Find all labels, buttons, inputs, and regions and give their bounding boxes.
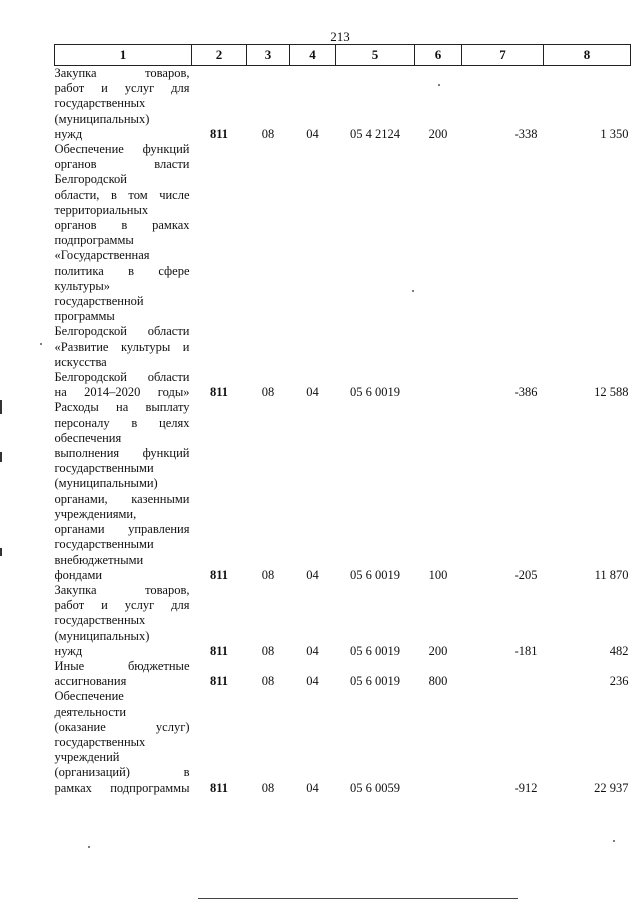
- description-line: государственными: [54, 537, 154, 552]
- cell-expense-type: 200: [428, 643, 448, 658]
- table-row: [55, 689, 631, 795]
- description-line: программы: [54, 309, 115, 324]
- cell-subsection: 04: [306, 385, 319, 400]
- scan-speck: [613, 840, 615, 842]
- header-col-7: 7: [462, 45, 544, 66]
- cell-ministry-code: 811: [209, 674, 229, 689]
- description-line: ассигнования: [54, 674, 127, 689]
- description-line: работ и услуг для: [54, 598, 190, 613]
- description-line: Закупка товаров,: [54, 582, 190, 597]
- cell-amount: 236: [609, 674, 629, 689]
- cell-section: 08: [261, 643, 275, 658]
- description-line: Иные бюджетные: [54, 658, 190, 673]
- description-line: Закупка товаров,: [54, 66, 190, 80]
- cell-amount: 22 937: [594, 780, 629, 795]
- cell-amount: 1 350: [600, 126, 629, 141]
- cell-change: -205: [514, 567, 538, 582]
- description-line: внебюджетными: [54, 552, 144, 567]
- table-row: [55, 583, 631, 659]
- cell-section: 08: [261, 385, 275, 400]
- cell-ministry-code: 811: [209, 567, 229, 582]
- description-line: культуры»: [54, 278, 111, 293]
- description-line: «Развитие культуры и: [54, 339, 190, 354]
- description-line: Белгородской области: [54, 370, 190, 385]
- cell-expense-type: [415, 689, 462, 795]
- row-description: [55, 659, 192, 689]
- description-line: (муниципальных): [54, 111, 150, 126]
- description-line: учреждений: [54, 750, 120, 765]
- scan-speck: [40, 343, 42, 345]
- description-line: Обеспечение: [54, 689, 124, 704]
- cell-amount: 11 870: [594, 567, 629, 582]
- description-line: подпрограммы: [54, 233, 134, 248]
- scan-speck: [88, 846, 90, 848]
- description-line: выполнения функций: [54, 446, 190, 461]
- cell-expense-type: [415, 142, 462, 400]
- margin-mark: [0, 400, 2, 414]
- description-line: политика в сфере: [54, 263, 190, 278]
- description-line: искусства: [54, 354, 107, 369]
- cell-change: -386: [514, 385, 538, 400]
- header-col-5: 5: [336, 45, 415, 66]
- description-line: Расходы на выплату: [54, 400, 190, 415]
- header-col-2: 2: [192, 45, 247, 66]
- bottom-rule: [198, 898, 518, 899]
- scan-speck: [412, 290, 414, 292]
- margin-mark: [0, 548, 2, 556]
- row-description: [55, 66, 192, 143]
- description-line: «Государственная: [54, 248, 150, 263]
- header-col-1: 1: [55, 45, 192, 66]
- description-line: государственной: [54, 294, 144, 309]
- header-col-4: 4: [290, 45, 336, 66]
- budget-table: [54, 44, 631, 796]
- cell-subsection: 04: [306, 643, 319, 658]
- description-line: области, в том числе: [54, 187, 190, 202]
- table-row: [55, 66, 631, 143]
- description-line: на 2014–2020 годы»: [54, 385, 190, 400]
- description-line: органов в рамках: [54, 218, 190, 233]
- description-line: рамках подпрограммы: [54, 780, 190, 795]
- description-line: органами управления: [54, 522, 190, 537]
- table-row: [55, 400, 631, 582]
- cell-section: 08: [261, 567, 275, 582]
- cell-target-article: 05 6 0019: [350, 567, 400, 582]
- cell-target-article: 05 6 0019: [350, 674, 400, 689]
- header-col-3: 3: [247, 45, 290, 66]
- header-row: [55, 45, 631, 66]
- description-line: Белгородской области: [54, 324, 190, 339]
- cell-ministry-code: 811: [209, 780, 229, 795]
- description-line: (оказание услуг): [54, 719, 190, 734]
- cell-change: [462, 659, 544, 689]
- cell-section: 08: [261, 780, 275, 795]
- cell-expense-type: 200: [428, 126, 448, 141]
- cell-change: -181: [514, 643, 538, 658]
- cell-subsection: 04: [306, 567, 319, 582]
- description-line: государственных: [54, 613, 146, 628]
- description-line: нужд: [54, 126, 83, 141]
- cell-target-article: 05 6 0059: [350, 780, 400, 795]
- description-line: органами, казенными: [54, 491, 190, 506]
- description-line: Обеспечение функций: [54, 142, 190, 157]
- description-line: государственными: [54, 461, 154, 476]
- description-line: государственных: [54, 96, 146, 111]
- row-description: [55, 583, 192, 659]
- description-line: органов власти: [54, 157, 190, 172]
- cell-target-article: 05 4 2124: [350, 126, 400, 141]
- cell-amount: 12 588: [594, 385, 629, 400]
- cell-expense-type: 800: [428, 674, 448, 689]
- row-description: [55, 400, 192, 582]
- description-line: Белгородской: [54, 172, 127, 187]
- description-line: фондами: [54, 567, 103, 582]
- cell-section: 08: [261, 126, 275, 141]
- description-line: территориальных: [54, 202, 149, 217]
- cell-change: -912: [514, 780, 538, 795]
- description-line: персоналу в целях: [54, 415, 190, 430]
- cell-target-article: 05 6 0019: [350, 643, 400, 658]
- cell-subsection: 04: [306, 780, 319, 795]
- row-description: [55, 142, 192, 400]
- description-line: учреждениями,: [54, 506, 137, 521]
- row-description: [55, 689, 192, 795]
- header-col-6: 6: [415, 45, 462, 66]
- cell-ministry-code: 811: [209, 385, 229, 400]
- description-line: нужд: [54, 643, 83, 658]
- cell-expense-type: 100: [428, 567, 448, 582]
- margin-mark: [0, 452, 2, 462]
- description-line: (муниципальных): [54, 628, 150, 643]
- table-row: [55, 659, 631, 689]
- cell-ministry-code: 811: [209, 643, 229, 658]
- cell-subsection: 04: [306, 126, 319, 141]
- table-row: [55, 142, 631, 400]
- description-line: деятельности: [54, 704, 127, 719]
- cell-section: 08: [261, 674, 275, 689]
- description-line: обеспечения: [54, 430, 122, 445]
- description-line: (муниципальными): [54, 476, 158, 491]
- header-col-8: 8: [544, 45, 631, 66]
- description-line: государственных: [54, 734, 146, 749]
- cell-ministry-code: 811: [209, 126, 229, 141]
- description-line: (организаций) в: [54, 765, 190, 780]
- cell-target-article: 05 6 0019: [350, 385, 400, 400]
- cell-change: -338: [514, 126, 538, 141]
- cell-subsection: 04: [306, 674, 319, 689]
- cell-amount: 482: [609, 643, 629, 658]
- description-line: работ и услуг для: [54, 81, 190, 96]
- page-number: 213: [330, 29, 350, 44]
- scan-speck: [438, 84, 440, 86]
